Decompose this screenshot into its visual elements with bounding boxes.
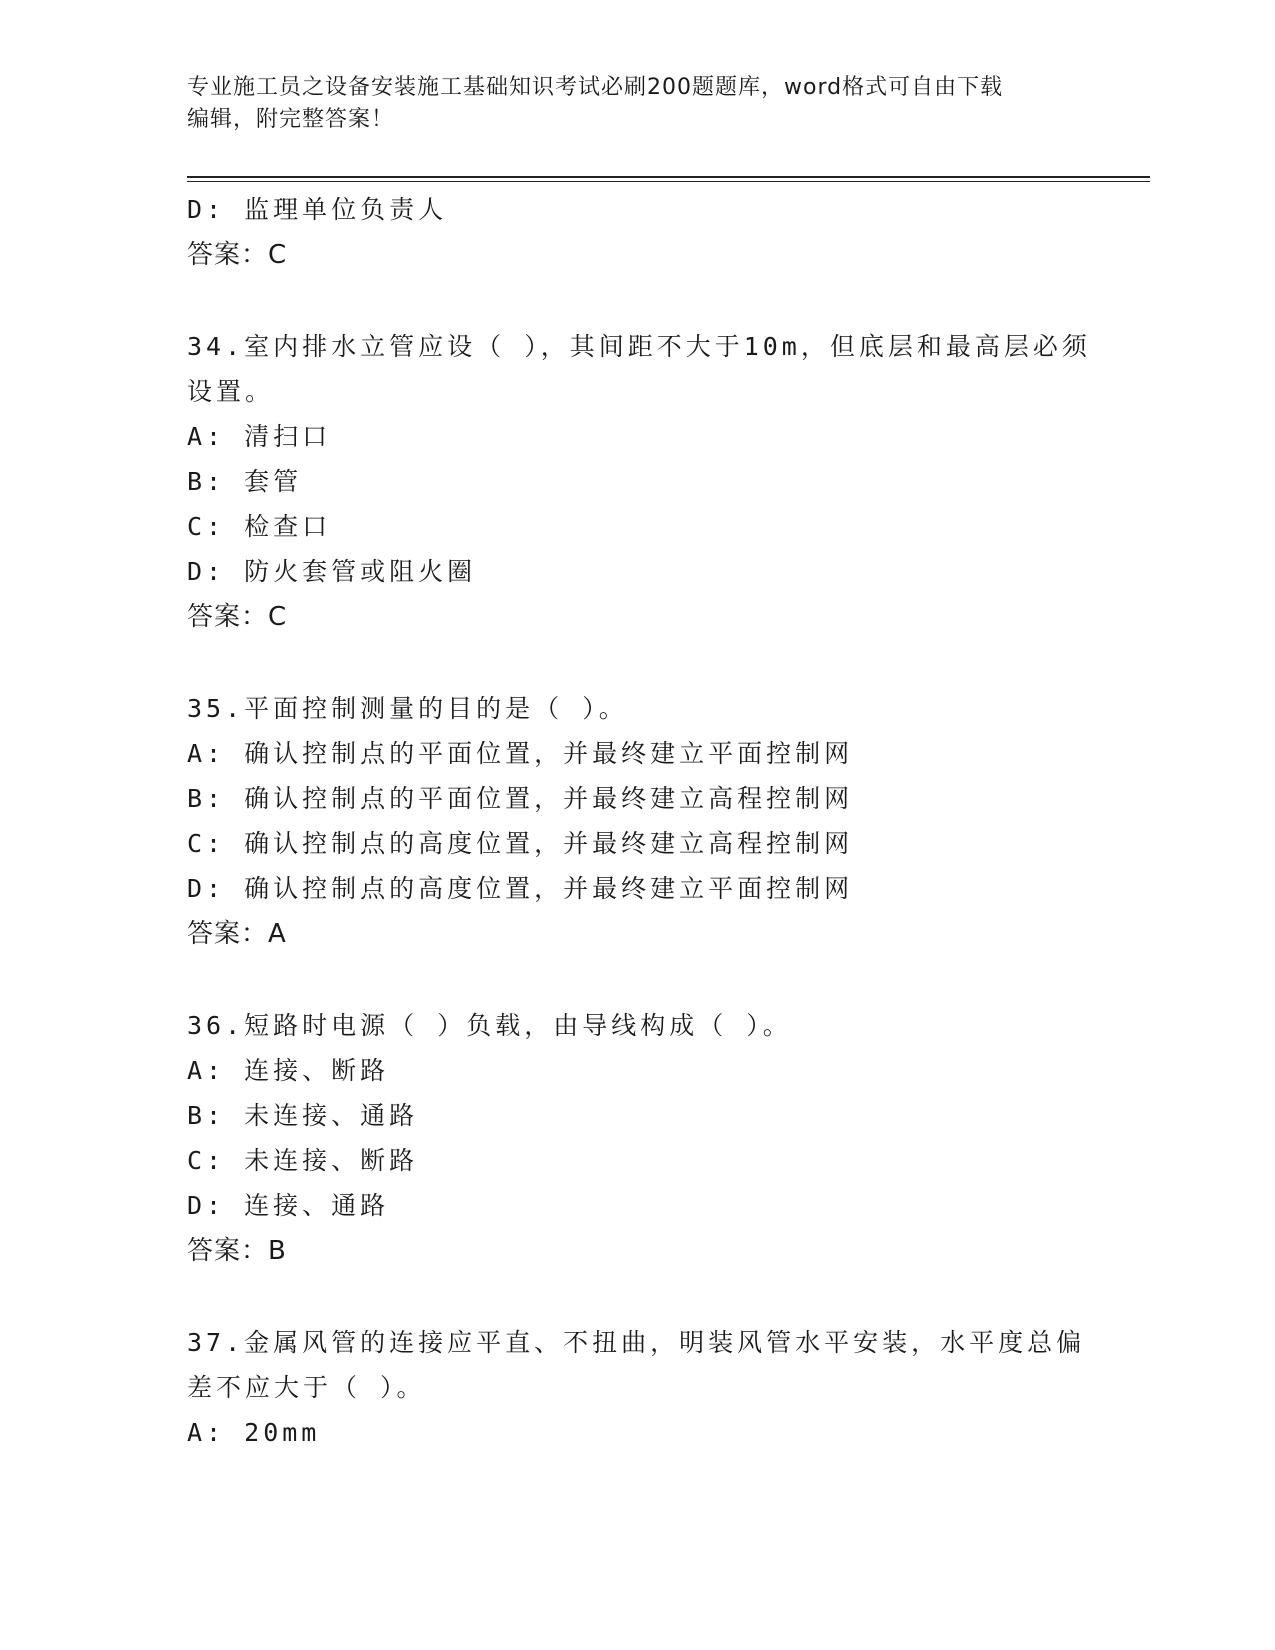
- q35-option-c: C: 确认控制点的高度位置，并最终建立高程控制网: [187, 829, 854, 858]
- q34-stem-line-2: 设置。: [187, 377, 275, 406]
- q37-option-a: A: 20mm: [187, 1418, 321, 1447]
- prev-question-answer: 答案：C: [187, 240, 288, 270]
- q36-option-a: A: 连接、断路: [187, 1056, 390, 1085]
- header-divider-thick: [187, 176, 1150, 178]
- q34-option-d: D: 防火套管或阻火圈: [187, 557, 477, 586]
- q36-option-c: C: 未连接、断路: [187, 1146, 419, 1175]
- q34-option-b: B: 套管: [187, 467, 303, 496]
- q37-stem-line-1: 37.金属风管的连接应平直、不扭曲，明装风管水平安装，水平度总偏: [187, 1328, 1086, 1357]
- document-header: [187, 72, 1067, 136]
- prev-question-option-d: D: 监理单位负责人: [187, 195, 448, 224]
- q34-option-c: C: 检查口: [187, 512, 332, 541]
- q36-stem-line-1: 36.短路时电源（ ）负载，由导线构成（ ）。: [187, 1011, 792, 1040]
- q35-answer: 答案：A: [187, 919, 287, 949]
- q37-stem-line-2: 差不应大于（ ）。: [187, 1373, 426, 1402]
- header-line-2: 编辑，附完整答案！: [187, 107, 395, 132]
- q34-answer: 答案：C: [187, 602, 288, 632]
- q36-answer: 答案：B: [187, 1236, 287, 1266]
- q35-option-d: D: 确认控制点的高度位置，并最终建立平面控制网: [187, 874, 854, 903]
- q34-option-a: A: 清扫口: [187, 422, 332, 451]
- q35-option-b: B: 确认控制点的平面位置，并最终建立高程控制网: [187, 784, 854, 813]
- header-divider-thin: [187, 181, 1150, 182]
- q36-option-d: D: 连接、通路: [187, 1191, 390, 1220]
- q34-stem-line-1: 34.室内排水立管应设（ ），其间距不大于10m，但底层和最高层必须: [187, 332, 1091, 361]
- q35-stem-line-1: 35.平面控制测量的目的是（ ）。: [187, 694, 628, 723]
- q36-option-b: B: 未连接、通路: [187, 1101, 419, 1130]
- q35-option-a: A: 确认控制点的平面位置，并最终建立平面控制网: [187, 739, 854, 768]
- header-line-1: 专业施工员之设备安装施工基础知识考试必刷200题题库，word格式可自由下载: [187, 75, 1004, 100]
